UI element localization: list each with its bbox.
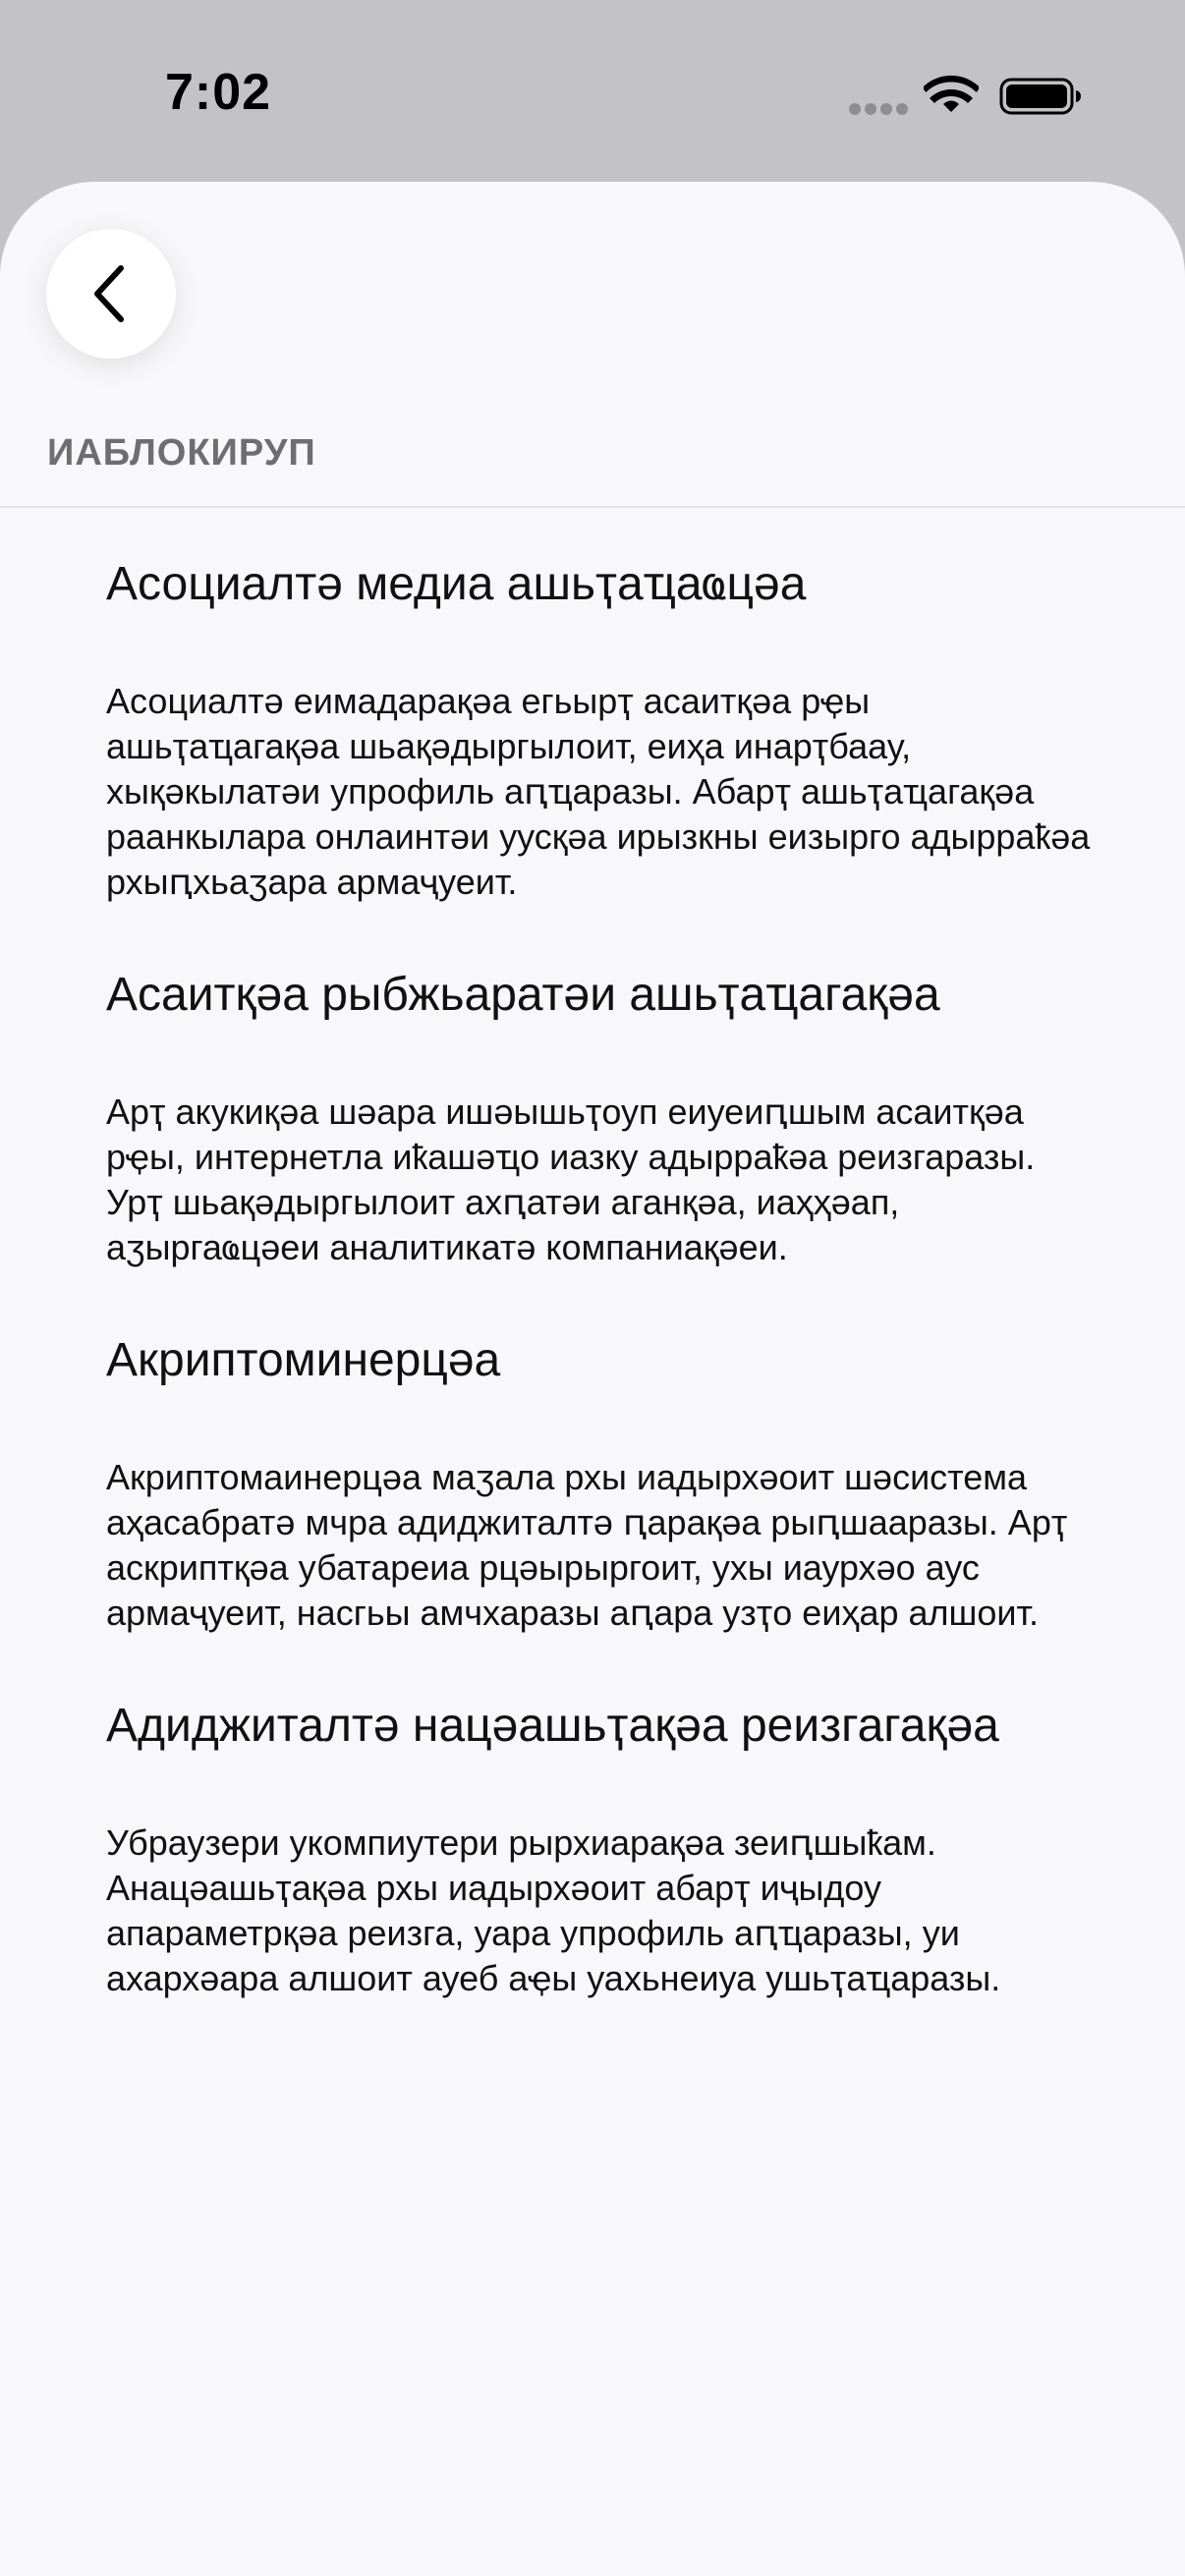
section-title: Асоциалтә медиа ашьҭаҵаҩцәа xyxy=(106,558,807,610)
cellular-signal-icon xyxy=(849,103,908,115)
content-sheet xyxy=(0,182,1185,2576)
chevron-left-icon xyxy=(87,262,135,325)
info-section xyxy=(106,966,1099,1270)
page-title: ИАБЛОКИРУП xyxy=(47,432,316,474)
section-body: Арҭ акукиқәа шәара ишәышьҭоуп еиуеиԥшым асаитқәа рҿы, интернетла иҟашәҵо иазку адырраҟәа реизгаразы. Урҭ шьақәдыргылоит ахԥатәи аганқәа, иаҳҳәап, аӡыргаҩцәеи аналитикатә компаниақәеи. xyxy=(106,1092,1036,1267)
content-list xyxy=(106,555,1099,2001)
info-section xyxy=(106,555,1099,905)
divider xyxy=(0,506,1185,508)
wifi-icon xyxy=(924,73,979,116)
section-title: Асаитқәа рыбжьаратәи ашьҭаҵагақәа xyxy=(106,969,940,1021)
info-section xyxy=(106,1331,1099,1636)
section-title: Адиджиталтә нацәашьҭақәа реизгагақәа xyxy=(106,1700,999,1752)
section-body: Асоциалтә еимадарақәа егьырҭ асаитқәа рҿы ашьҭаҵагақәа шьақәдыргылоит, еиҳа инарҭбаау, хықәкылатәи упрофиль аԥҵаразы. Абарҭ ашьҭаҵагақәа раанкылара онлаинтәи уусқәа ирызкны еизырго адырраҟәа рхыԥхьаӡара армаҷуеит. xyxy=(106,681,1091,902)
battery-icon xyxy=(999,77,1082,116)
status-time: 7:02 xyxy=(165,64,272,121)
back-button[interactable] xyxy=(46,229,176,359)
section-title: Акриптоминерцәа xyxy=(106,1334,501,1386)
status-bar xyxy=(0,0,1185,187)
info-section xyxy=(106,1697,1099,2001)
section-body: Акриптомаинерцәа маӡала рхы иадырхәоит шәсистема аҳасабратә мчра адиджиталтә ԥарақәа рыԥшааразы. Арҭ аскриптқәа убатареиа рцәырыргоит, ухы иаурхәо аус армаҷуеит, насгьы амчхаразы аԥара узҭо еиҳар алшоит. xyxy=(106,1457,1068,1633)
section-body: Убраузери укомпиутери рырхиарақәа зеиԥшыҟам. Анацәашьҭақәа рхы иадырхәоит абарҭ иҷыдоу апараметрқәа реизга, уара упрофиль аԥҵаразы, уи ахархәара алшоит ауеб аҿы уахьнеиуа ушьҭаҵаразы. xyxy=(106,1822,1001,1998)
